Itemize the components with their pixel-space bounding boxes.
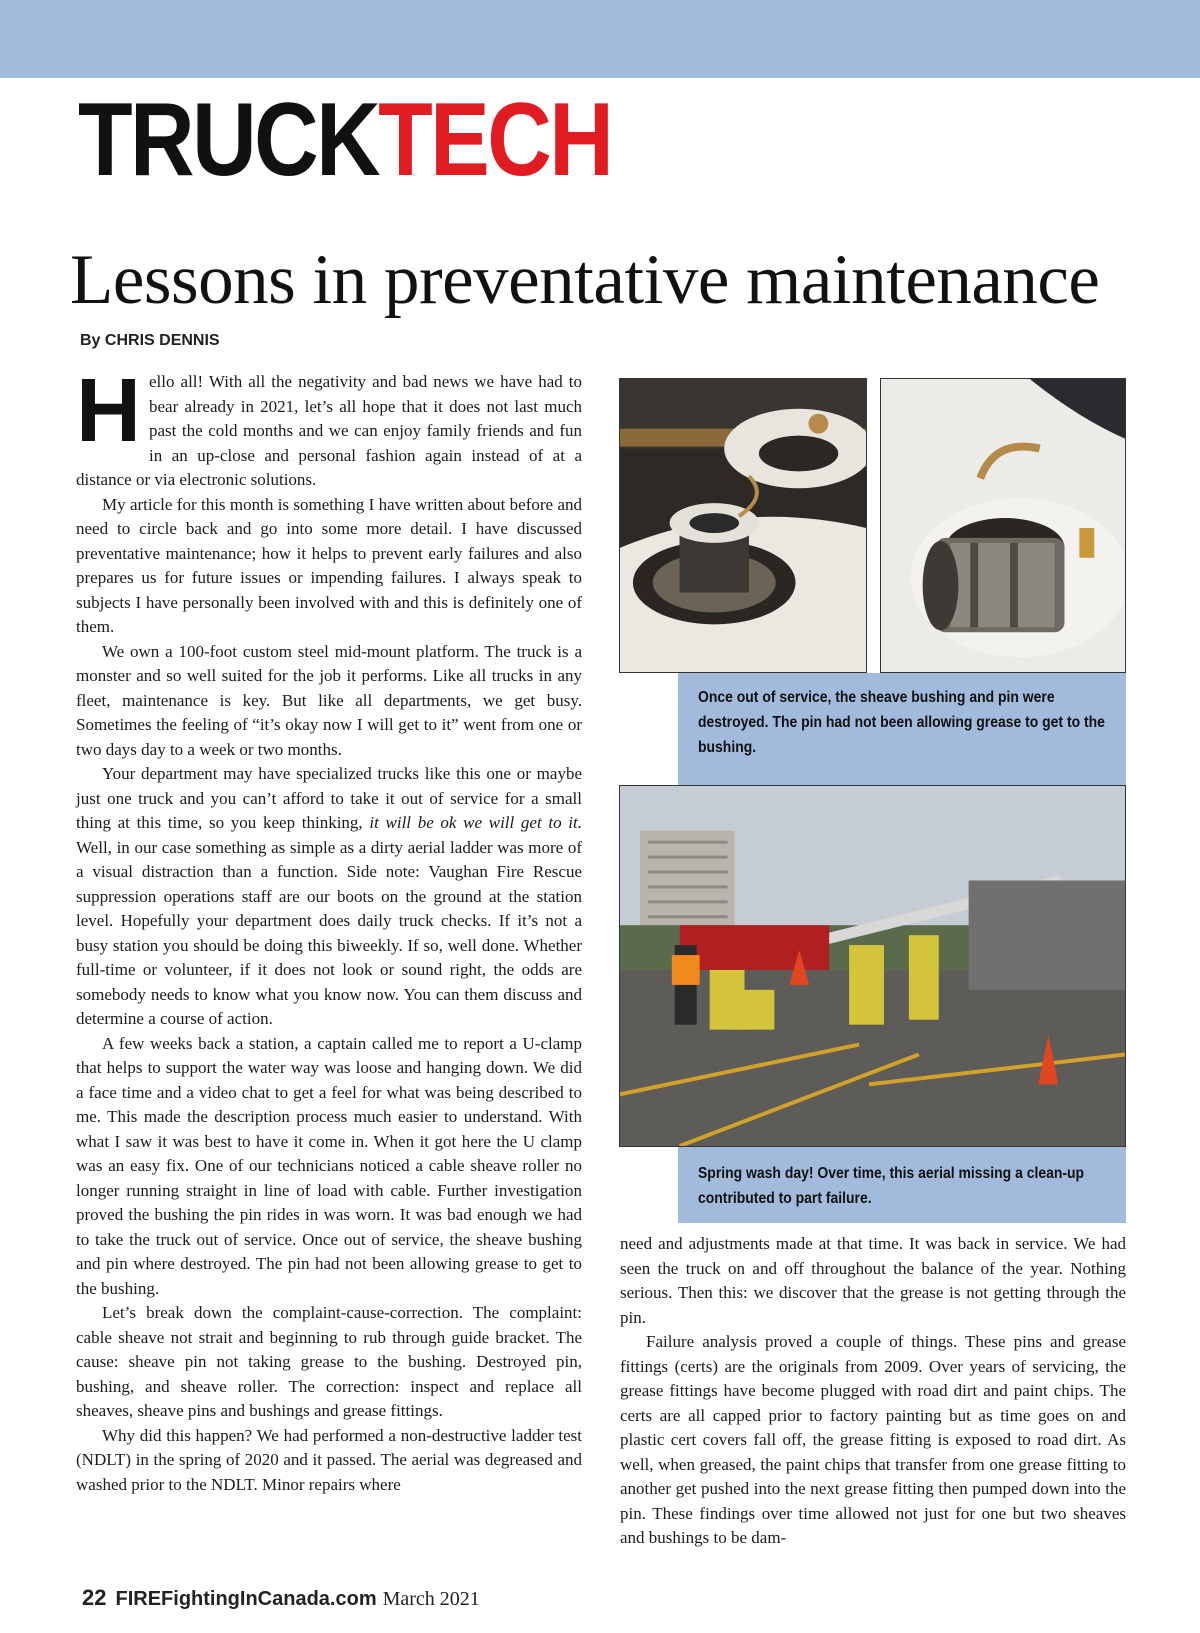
section-masthead — [78, 82, 612, 198]
article-title: Lessons in preventative maintenance — [70, 241, 1100, 319]
photo-sheave-pin — [619, 378, 867, 673]
paragraph-text: Well, in our case something as simple as a dirty aerial ladder was more of a visual distraction than a function. Side note: Vaughan Fire Rescue suppression operations staff are our boots on the ground at the station level. Hopefully your department does daily truck checks. If it’s not a busy station you should be doing this biweekly. If so, well done. Whether full-time or volunteer, if it does not look or sound right, the odds are somebody needs to know what you know now. You can them discuss and determine a course of action. — [76, 837, 582, 1028]
website-name: FIREFightingInCanada.com — [115, 1588, 377, 1610]
issue-date: March 2021 — [382, 1588, 480, 1610]
paragraph-text: Your department may have specialized trucks like this one or maybe just one truck and you can’t afford to take it out of service for a small thing at this time, so you keep thinking, — [76, 764, 582, 832]
caption-wash-text: Spring wash day! Over time, this aerial missing a clean-up contributed to part failure. — [698, 1165, 1085, 1207]
paragraph — [76, 361, 582, 493]
paragraph: need and adjustments made at that time. It was back in service. We had seen the truck on and off throughout the balance of the year. Nothing serious. Then this: we discover that the grease is not getting through the pin. — [620, 1234, 1126, 1327]
masthead-truck: TRUCK — [78, 82, 379, 198]
paragraph: My article for this month is something I have written about before and need to circle back and go into some more detail. I have discussed preventative maintenance; how it helps to prevent early failures and also prepares us for future issues or impending failures. I always speak to subjects I have personally been involved with and this is definitely one of them. — [76, 494, 582, 636]
page-footer — [82, 1585, 480, 1611]
photo-wash-day-illustration — [620, 786, 1125, 1146]
paragraph: A few weeks back a station, a captain called me to report a U-clamp that helps to support the water way was loose and hanging down. We did a face time and a video chat to get a feel for what was being described to me. This made the description process much easier to understand. With what I saw it was best to have it come in. When it got here the U clamp was an easy fix. One of our technicians noticed a cable sheave roller no longer running straight in line of load with cable. Further investigation proved the bushing the pin rides in was worn. It was bad enough we had to take the truck out of service. Once out of service, the sheave bushing and pin where destroyed. The pin had not been allowing grease to get to the bushing. — [76, 1033, 582, 1298]
caption-wash — [678, 1147, 1126, 1223]
page-number: 22 — [82, 1585, 107, 1610]
photo-bushing — [880, 378, 1126, 673]
paragraph-text: ello all! With all the negativity and bad news we have had to bear already in 2021, let’s all hope that it does not last much past the cold months and we can enjoy family friends and fun in an up-close and personal fashion again instead of at a distance or via electronic solutions. — [76, 372, 582, 489]
masthead-tech: TECH — [378, 82, 612, 198]
caption-bushing-text: Once out of service, the sheave bushing and pin were destroyed. The pin had not been allowing grease to get to the bushing. — [698, 689, 1105, 756]
left-column — [76, 361, 582, 1497]
byline-prefix: By — [80, 332, 101, 349]
right-column — [620, 1232, 1126, 1551]
top-color-band — [0, 0, 1200, 78]
photo-sheave-pin-illustration — [620, 379, 866, 672]
italic-quote: it will be ok we will get to it. — [369, 813, 582, 832]
photo-bushing-illustration — [881, 379, 1125, 672]
paragraph — [76, 762, 582, 1032]
caption-bushing — [678, 673, 1126, 785]
paragraph: Failure analysis proved a couple of things. These pins and grease fittings (certs) are the originals from 2009. Over years of servicing, the grease fittings have become plugged with road dirt and paint chips. The certs are all capped prior to factory painting but as time goes on and plastic cert covers fall off, the grease fitting is exposed to road dirt. As well, when greased, the paint chips that transfer from one grease fitting to another get pushed into the next grease fitting then pumped down into the pin. These findings over time allowed not just for one but two sheaves and bushings to be dam- — [620, 1332, 1126, 1547]
byline — [80, 332, 220, 350]
photo-wash-day — [619, 785, 1126, 1147]
paragraph: We own a 100-foot custom steel mid-mount platform. The truck is a monster and so well suited for the job it performs. Like all trucks in any fleet, maintenance is key. But like all departments, we get busy. Sometimes the feeling of “it’s okay now I will get to it” went from one or two days day to a week or two months. — [76, 641, 582, 759]
drop-cap: H — [76, 361, 141, 461]
author-name: CHRIS DENNIS — [104, 332, 220, 349]
paragraph: Why did this happen? We had performed a non-destructive ladder test (NDLT) in the spring of 2020 and it passed. The aerial was degreased and washed prior to the NDLT. Minor repairs where — [76, 1425, 582, 1494]
paragraph: Let’s break down the complaint-cause-correction. The complaint: cable sheave not strait and beginning to rub through guide bracket. The cause: sheave pin not taking grease to the bushing. Destroyed pin, bushing, and sheave roller. The correction: inspect and replace all sheaves, sheave pins and bushings and grease fittings. — [76, 1303, 582, 1420]
